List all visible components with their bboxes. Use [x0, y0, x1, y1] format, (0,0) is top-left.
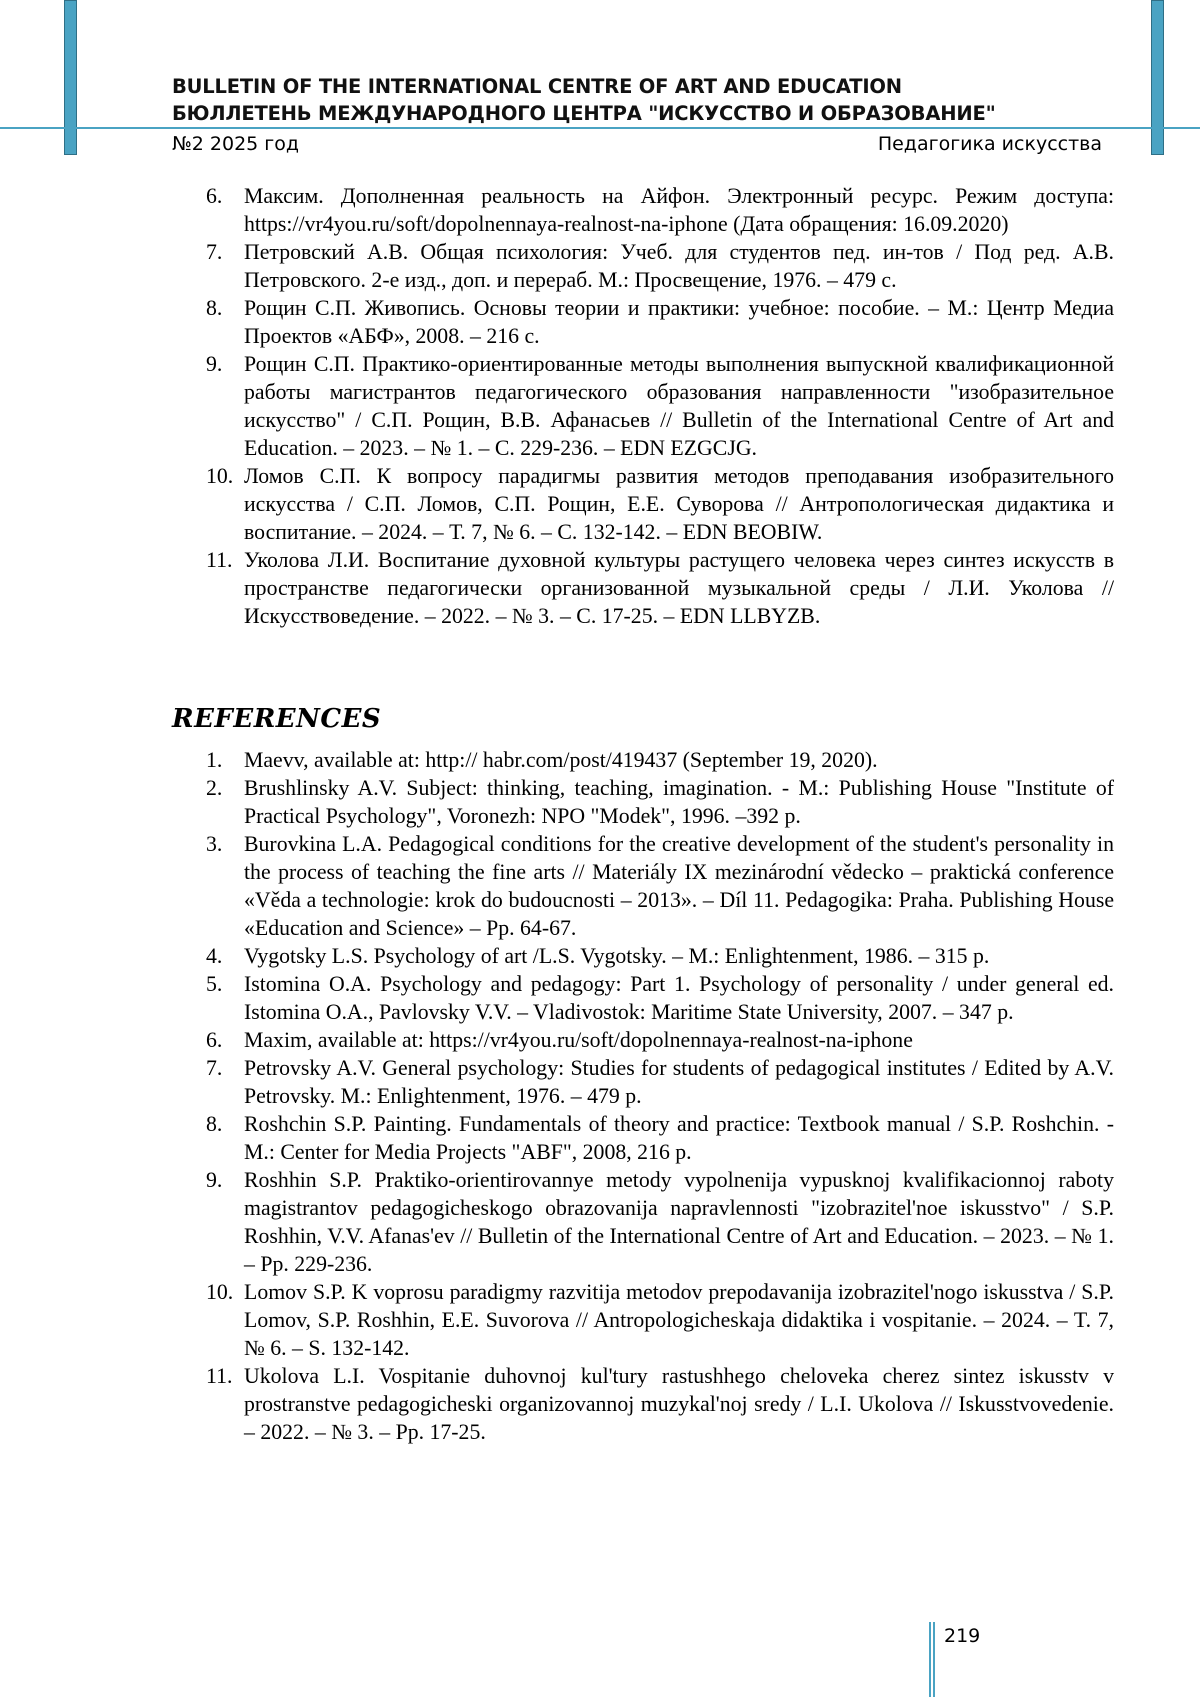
reference-number: 8. [206, 1112, 223, 1136]
reference-item [206, 1054, 1114, 1110]
journal-title [172, 73, 1132, 127]
reference-number: 10. [206, 1280, 234, 1304]
reference-item [206, 830, 1114, 942]
reference-item [206, 970, 1114, 1026]
reference-item [206, 462, 1114, 546]
reference-number: 11. [206, 548, 233, 572]
reference-number: 4. [206, 944, 223, 968]
reference-text: Istomina O.A. Psychology and pedagogy: Part 1. Psychology of personality / under general ed. Istomina O.A., Pavlovsky V.V. – Vladivostok: Maritime State University, 2007. – 347 p. [244, 972, 1114, 1024]
reference-text: Maxim, available at: https://vr4you.ru/soft/dopolnennaya-realnost-na-iphone [244, 1028, 913, 1052]
issue-label: №2 2025 год [172, 133, 300, 155]
reference-number: 9. [206, 1168, 223, 1192]
journal-title-en: BULLETIN OF THE INTERNATIONAL CENTRE OF ART AND EDUCATION [172, 75, 902, 98]
reference-number: 11. [206, 1364, 233, 1388]
reference-number: 10. [206, 464, 234, 488]
reference-item [206, 238, 1114, 294]
reference-text: Уколова Л.И. Воспитание духовной культуры растущего человека через синтез искусств в пространстве педагогически организованной музыкальной среды / Л.И. Уколова // Искусствоведение. – 2022. – № 3. – С. 17-25. – EDN LLBYZB. [244, 548, 1114, 628]
reference-item [206, 746, 1114, 774]
reference-number: 6. [206, 1028, 223, 1052]
reference-item [206, 774, 1114, 830]
page-number-rule [929, 1622, 935, 1697]
reference-text: Максим. Дополненная реальность на Айфон. Электронный ресурс. Режим доступа: https://vr4you.ru/soft/dopolnennaya-realnost-na-iphone (Дата обращения: 16.09.2020) [244, 184, 1114, 236]
reference-item [206, 350, 1114, 462]
reference-number: 3. [206, 832, 223, 856]
reference-number: 8. [206, 296, 223, 320]
header-rule [0, 127, 1200, 129]
page-number: 219 [944, 1625, 981, 1647]
reference-item [206, 1110, 1114, 1166]
reference-text: Lomov S.P. K voprosu paradigmy razvitija metodov prepodavanija izobrazitel'nogo iskusstva / S.P. Lomov, S.P. Roshhin, E.E. Suvorova // Antropologicheskaja didaktika i vospitanie. – 2024. – T. 7, № 6. – S. 132-142. [244, 1280, 1114, 1360]
reference-item [206, 1362, 1114, 1446]
reference-text: Ukolova L.I. Vospitanie duhovnoj kul'tury rastushhego cheloveka cherez sintez iskusstv v prostranstve pedagogicheski organizovannoj muzykal'noj sredy / L.I. Ukolova // Iskusstvovedenie. – 2022. – № 3. – Pp. 17-25. [244, 1364, 1114, 1444]
reference-text: Brushlinsky A.V. Subject: thinking, teaching, imagination. - M.: Publishing House "Institute of Practical Psychology", Voronezh: NPO "Modek", 1996. –392 p. [244, 776, 1114, 828]
right-decorative-bar [1151, 0, 1164, 155]
reference-item [206, 1026, 1114, 1054]
reference-text: Рощин С.П. Практико-ориентированные методы выполнения выпускной квалификационной работы магистрантов педагогического образования направленности "изобразительное искусство" / С.П. Рощин, В.В. Афанасьев // Bulletin of the International Centre of Art and Education. – 2023. – № 1. – С. 229-236. – EDN EZGCJG. [244, 352, 1114, 460]
reference-item [206, 182, 1114, 238]
reference-text: Рощин С.П. Живопись. Основы теории и практики: учебное: пособие. – М.: Центр Медиа Проектов «АБФ», 2008. – 216 с. [244, 296, 1114, 348]
reference-number: 5. [206, 972, 223, 996]
reference-text: Petrovsky A.V. General psychology: Studies for students of pedagogical institutes / Edited by A.V. Petrovsky. M.: Enlightenment, 1976. – 479 p. [244, 1056, 1114, 1108]
references-list [206, 746, 1114, 1446]
reference-text: Maevv, available at: http:// habr.com/post/419437 (September 19, 2020). [244, 748, 878, 772]
reference-item [206, 942, 1114, 970]
reference-item [206, 546, 1114, 630]
section-label: Педагогика искусства [877, 133, 1102, 155]
reference-text: Burovkina L.A. Pedagogical conditions for the creative development of the student's personality in the process of teaching the fine arts // Materiály IX mezinárodní vědecko – praktická conference «Věda a technologie: krok do budoucnosti – 2013». – Díl 11. Pedagogika: Praha. Publishing House «Education and Science» – Pp. 64-67. [244, 832, 1114, 940]
reference-number: 6. [206, 184, 223, 208]
reference-number: 7. [206, 240, 223, 264]
reference-text: Vygotsky L.S. Psychology of art /L.S. Vygotsky. – M.: Enlightenment, 1986. – 315 p. [244, 944, 990, 968]
reference-number: 1. [206, 748, 223, 772]
reference-number: 7. [206, 1056, 223, 1080]
reference-item [206, 1166, 1114, 1278]
literature-list [206, 182, 1114, 630]
reference-number: 9. [206, 352, 223, 376]
reference-item [206, 1278, 1114, 1362]
reference-text: Roshhin S.P. Praktiko-orientirovannye metody vypolnenija vypusknoj kvalifikacionnoj raboty magistrantov pedagogicheskogo obrazovanija napravlennosti "izobrazitel'noe iskusstvo" / S.P. Roshhin, V.V. Afanas'ev // Bulletin of the International Centre of Art and Education. – 2023. – № 1. – Pp. 229-236. [244, 1168, 1114, 1276]
reference-text: Петровский А.В. Общая психология: Учеб. для студентов пед. ин-тов / Под ред. А.В. Петровского. 2-е изд., доп. и перераб. М.: Просвещение, 1976. – 479 с. [244, 240, 1114, 292]
left-decorative-bar [64, 0, 77, 155]
references-heading: REFERENCES [172, 704, 382, 734]
journal-title-ru: БЮЛЛЕТЕНЬ МЕЖДУНАРОДНОГО ЦЕНТРА "ИСКУССТВО И ОБРАЗОВАНИЕ" [172, 102, 996, 125]
reference-text: Roshchin S.P. Painting. Fundamentals of theory and practice: Textbook manual / S.P. Roshchin. - M.: Center for Media Projects "ABF", 2008, 216 p. [244, 1112, 1114, 1164]
reference-number: 2. [206, 776, 223, 800]
reference-text: Ломов С.П. К вопросу парадигмы развития методов преподавания изобразительного искусства / С.П. Ломов, С.П. Рощин, Е.Е. Суворова // Антропологическая дидактика и воспитание. – 2024. – Т. 7, № 6. – С. 132-142. – EDN BEOBIW. [244, 464, 1114, 544]
reference-item [206, 294, 1114, 350]
